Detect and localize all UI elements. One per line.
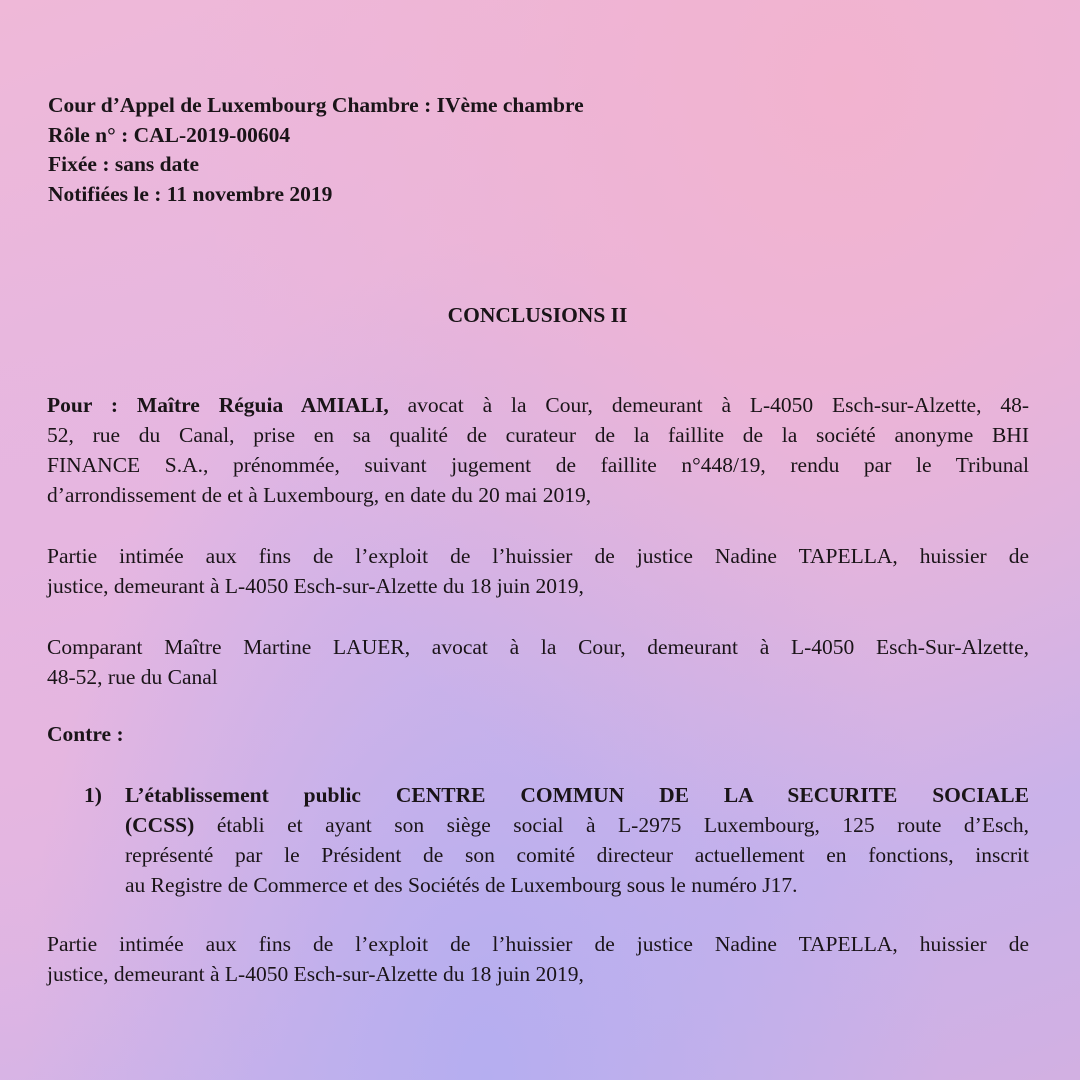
court-chamber-line: Cour d’Appel de Luxembourg Chambre : IVème chambre: [48, 93, 584, 117]
comparant-line1: Comparant Maître Martine LAUER, avocat à la Cour, demeurant à L-4050 Esch-Sur-Alzette,: [47, 635, 1029, 659]
role-number-line: Rôle n° : CAL-2019-00604: [48, 122, 291, 147]
partie-paragraph-1: [47, 541, 1029, 601]
pour-label: Pour : Maître Réguia AMIALI,: [47, 393, 389, 417]
fixed-date-line: Fixée : sans date: [48, 152, 200, 176]
pour-line2: 52, rue du Canal, prise en sa qualité de curateur de la faillite de la société anonyme BHI: [47, 423, 1029, 447]
item-ccss: (CCSS): [125, 813, 195, 837]
contre-heading: Contre :: [47, 722, 124, 746]
item-line4: au Registre de Commerce et des Sociétés de Luxembourg sous le numéro J17.: [125, 873, 798, 897]
comparant-line2: 48-52, rue du Canal: [47, 665, 218, 689]
document-header: [48, 91, 748, 209]
partie1-line2: justice, demeurant à L-4050 Esch-sur-Alzette du 18 juin 2019,: [47, 574, 584, 598]
pour-line3: FINANCE S.A., prénommée, suivant jugement de faillite n°448/19, rendu par le Tribunal: [47, 453, 1029, 477]
partie2-line2: justice, demeurant à L-4050 Esch-sur-Alzette du 18 juin 2019,: [47, 962, 584, 986]
pour-paragraph: [47, 390, 1029, 510]
pour-line1: avocat à la Cour, demeurant à L-4050 Esch-sur-Alzette, 48-: [388, 393, 1030, 417]
partie-paragraph-2: [47, 929, 1029, 989]
item-line3: représenté par le Président de son comité directeur actuellement en fonctions, inscrit: [125, 843, 1029, 867]
notified-date-line: Notifiées le : 11 novembre 2019: [48, 181, 333, 206]
item-line1: L’établissement public CENTRE COMMUN DE LA SECURITE SOCIALE: [125, 783, 1029, 807]
item-number: 1): [84, 783, 102, 807]
pour-line4: d’arrondissement de et à Luxembourg, en date du 20 mai 2019,: [47, 483, 592, 507]
partie1-line1: Partie intimée aux fins de l’exploit de l’huissier de justice Nadine TAPELLA, huissier de: [47, 544, 1029, 568]
list-item: [84, 780, 1029, 900]
partie2-line1: Partie intimée aux fins de l’exploit de l’huissier de justice Nadine TAPELLA, huissier de: [47, 932, 1029, 956]
document-title: CONCLUSIONS II: [447, 303, 628, 327]
item-line2: établi et ayant son siège social à L-2975 Luxembourg, 125 route d’Esch,: [194, 813, 1029, 837]
comparant-paragraph: [47, 632, 1029, 692]
